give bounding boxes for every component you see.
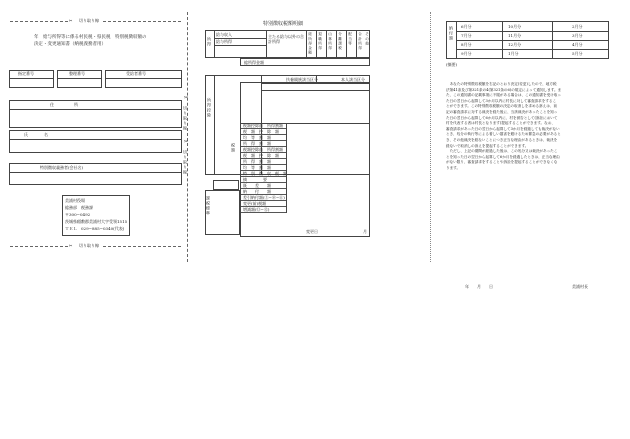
notice-text: あなたの特別徴収税額を右記のとおり決定(変更)したので、地方税 法第41条及び第321条の4(第321条の6)の規定によって通知します。ま た、この通知書の記載事項に不服がある場合は、この通知書を受け取っ た日の翌日から起算して3か月以内に村長に対して審査請求をするこ とができます。この特別徴収税額の決定の取消しを求める訴えは、前 記の審査請求に対する裁決を経た後に、当該裁決があったことを知っ た日の翌日から起算して6か月以内に、村を被告として(訴訟において 村を代表する者は村長となります)提起することができます。なお、 審査請求があった日の翌日から起算して3か月を経過しても裁決がない とき、処分の執行等による著しい損害を避けるため緊急の必要があると き、その他裁決を経ないことにつき正当な理由があるときは、裁決を 経ないで取消しの訴えを提起することができます。 ただし、上記の期間が経過した後は、この処分又は裁決があったこ とを知った日の翌日から起算して6か月を経過したときは、正当な理由 がない限り、審査請求をすることや訴訟を提起することができなくな ります。 [446,82,562,170]
header-total-income: 総所得金額 [308,32,313,55]
month-10: 10月分 [508,24,522,29]
cut-line-label-bottom: 切り取り線 [79,243,99,248]
designation-number-box [9,70,54,88]
name-label: 氏 名 [24,132,48,137]
tax-row-14: 変更(前)税額 [241,201,286,207]
month-11: 11月分 [508,33,522,38]
header-retirement: 退職所得 [318,32,323,51]
header-dividend: 配当等 [348,32,353,46]
tax-row-8: 均 等 割 額 [241,165,286,171]
self-header: 本人該当区分 [341,77,365,82]
taxable-block [205,190,240,235]
cut-line-top [10,21,68,22]
cut-line-label-vertical-2: 切り取り線 [183,150,188,175]
tax-row-4: 所 得 割 額 [241,141,286,147]
office-line3: 〒300−0492 [65,212,91,217]
tax-row-5: 税額控除前 所得割額 [241,147,286,153]
cut-line-bottom-2 [103,246,181,247]
tax-row-11: 既 差 額 [241,183,286,189]
month-12: 12月分 [508,42,522,47]
tax-section-label: 税額 [231,143,236,153]
notice-title: 年 給与所得等に係る村民税・県民税 特別税徴収額の 決定・変更通知書（納税義務者用） [34,35,147,47]
ledger-number-label: 整理番号 [69,71,85,76]
tax-row-15: 増減額(⑬−⑫) [241,207,286,213]
main-income-header: 主たる給与以外の合計所得 [268,34,304,44]
total-income-row [240,58,370,66]
detail-title: 特別徴収税額明細 [263,21,304,27]
header-forest: 山林所得 [328,32,333,51]
income-deduction-box [213,180,239,190]
employer-box [9,163,182,185]
recipient-number-label: 受給者番号 [126,71,146,76]
month-1: 1月分 [508,51,519,56]
divider-right [430,12,431,262]
tax-rows-table [231,82,370,237]
month-suffix: 月 [363,229,367,234]
payment-label: 納付額 [449,26,454,41]
month-3: 3月分 [572,33,583,38]
office-box [62,195,130,236]
months-table [446,21,609,59]
tax-row-10: 摘 要 [241,177,286,183]
office-line4: 茨城県稲敷郡美浦村大字受領1515 [65,219,128,224]
address-label: 住 所 [50,102,78,107]
deduction-label: 所得控除 [207,98,212,118]
date-label: 年 月 日 [465,284,493,289]
scissors-icon-vertical-2: ✂ [184,139,189,145]
address-box [9,100,182,128]
tax-row-9: 特 別 徴 収 税 額 [243,171,287,176]
taxable-label: 課税標準 [206,196,211,216]
dependent-header: 扶養親族該当区分 [286,77,318,82]
tax-row-7: 所 得 割 額 [241,159,286,165]
office-line2: 総務部 税務課 [65,205,93,210]
summary-label: (摘要) [446,62,458,67]
change-date-label: 変更日 [306,229,318,234]
designation-number-label: 指定番号 [18,71,34,76]
name-box [9,130,182,153]
salary-income-sub-label: 給与所得 [216,39,232,44]
total-income-label: 総所得金額 [244,60,264,65]
header-other: その他 [365,32,370,46]
income-label: 所得 [207,37,212,47]
tax-row-12: 納 付 額 [241,189,286,195]
month-9: 9月分 [461,51,472,56]
office-line1: 美浦村役場 [65,198,85,203]
month-7: 7月分 [461,33,472,38]
recipient-number-box [105,70,182,88]
month-4: 4月分 [572,42,583,47]
cut-line-bottom [10,246,68,247]
header-total: 合計所得 [358,32,363,51]
tax-row-6: 税 額 控 除 額 [241,153,286,159]
ledger-number-box [57,70,102,88]
salary-income-label: 給与収入 [216,32,232,37]
employer-label: 特別徴収義務者(会社名) [40,165,84,170]
cut-line-vertical [187,12,188,262]
issuer-label: 美浦村長 [572,284,588,289]
income-top-table [205,30,370,58]
cut-line-label-top: 切り取り線 [79,18,99,23]
scissors-icon: ✂ [69,18,73,23]
tax-row-3: 均 等 割 額 [241,135,286,141]
tax-row-13: 差引納付額(⑤−⑧−⑪) [243,195,285,200]
header-separate: 分離課税 [338,32,343,51]
tax-row-1: 税額控除前 所得割額 [241,123,286,129]
scissors-icon-bottom: ✂ [69,243,73,248]
office-line5: ＴＥＬ 029−885−0340(代表) [65,226,125,231]
month-5: 5月分 [572,51,583,56]
month-6: 6月分 [461,24,472,29]
scissors-icon-vertical: ✂ [184,95,189,101]
month-8: 8月分 [461,42,472,47]
tax-row-2: 税 額 控 除 額 [241,129,286,135]
cut-line-label-vertical: 切り取り線 [183,106,188,131]
cut-line-top-2 [103,21,181,22]
month-2: 2月分 [572,24,583,29]
